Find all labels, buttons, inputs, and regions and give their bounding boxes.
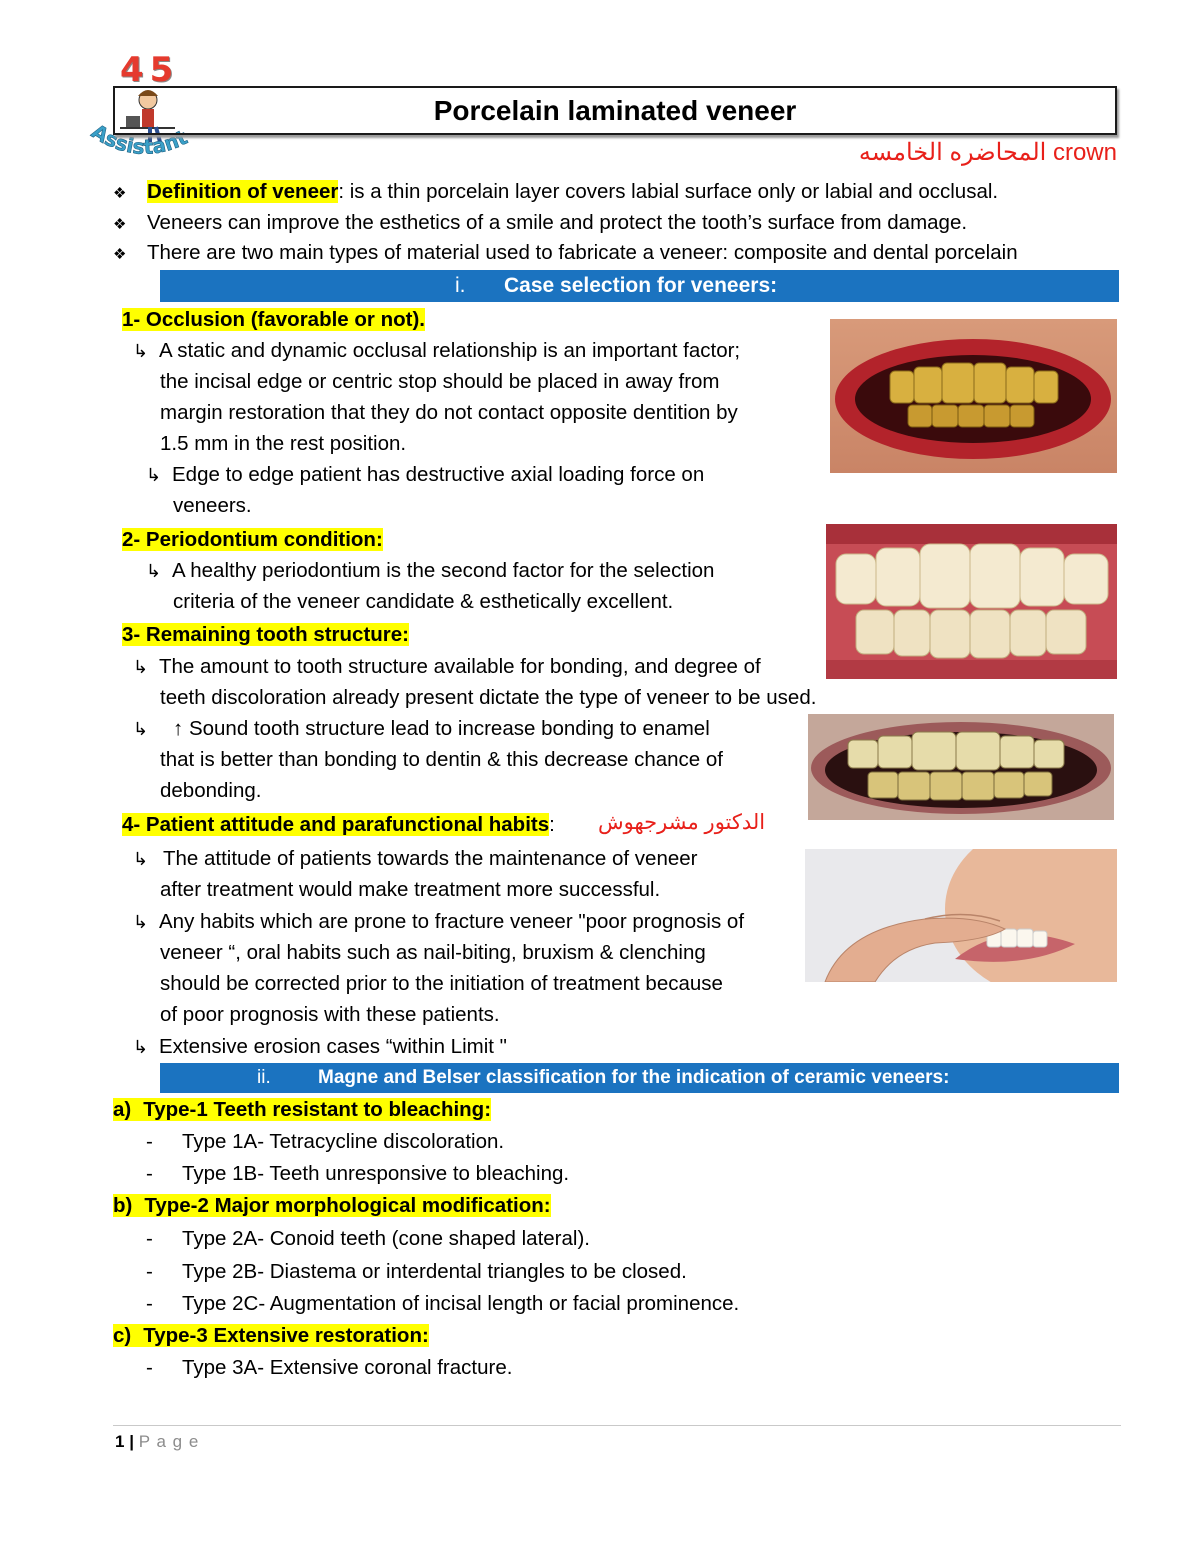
page-number: 1: [115, 1432, 125, 1451]
line-text: Extensive erosion cases “within Limit ": [159, 1035, 507, 1058]
hook-arrow-icon: ↳: [133, 849, 149, 869]
factor-line: [133, 906, 744, 938]
type-heading: [113, 1194, 551, 1217]
factor-line: margin restoration that they do not contact opposite dentition by: [160, 401, 738, 424]
bullet-materials: [113, 237, 1018, 270]
factor-line: veneer “, oral habits such as nail-biting, bruxism & clenching: [160, 941, 706, 964]
type-3-heading: [113, 1320, 429, 1351]
factor-attitude-heading: [122, 809, 555, 840]
type-item: - Type 1B- Teeth unresponsive to bleaching.: [146, 1162, 570, 1185]
type-heading-text: Type-2 Major morphological modification:: [144, 1194, 551, 1217]
factor-line: [133, 843, 697, 875]
factor-periodontium-heading: [122, 524, 383, 555]
photo-nail-biting: [805, 849, 1117, 982]
diamond-bullet-icon: ❖: [113, 185, 127, 202]
heading-colon: :: [549, 813, 555, 836]
logo-number: 45: [120, 50, 180, 90]
item-text: Type 1A- Tetracycline discoloration.: [182, 1130, 505, 1153]
doctor-note: الدكتور مشرجهوش: [598, 811, 766, 834]
factor-occlusion-heading: [122, 304, 425, 335]
line-text: The amount to tooth structure available for bonding, and degree of: [159, 655, 761, 678]
factor-line: that is better than bonding to dentin & this decrease chance of: [160, 748, 723, 771]
factor-line: 1.5 mm in the rest position.: [160, 432, 407, 455]
factor-line: of poor prognosis with these patients.: [160, 1003, 500, 1026]
factor-line: [133, 1031, 507, 1063]
lecture-subtitle: crown المحاضره الخامسه: [858, 139, 1117, 166]
factor-line: the incisal edge or centric stop should be placed in away from: [160, 370, 720, 393]
factor-line: [133, 335, 740, 367]
factor-heading: 4- Patient attitude and parafunctional habits: [122, 813, 550, 836]
factor-line: [146, 555, 714, 587]
factor-tooth-structure-heading: [122, 619, 409, 650]
line-text: A static and dynamic occlusal relationship is an important factor;: [159, 339, 741, 362]
photo-healthy-periodontium: [826, 524, 1117, 679]
type-item: - Type 2C- Augmentation of incisal length or facial prominence.: [146, 1292, 740, 1315]
bullet-text: Veneers can improve the esthetics of a smile and protect the tooth’s surface from damage.: [147, 211, 968, 234]
definition-highlight: Definition of veneer: [147, 180, 339, 203]
factor-heading: 2- Periodontium condition:: [122, 528, 383, 551]
factor-line: [133, 651, 761, 683]
diamond-bullet-icon: ❖: [113, 246, 127, 263]
section-bar-case-selection: [160, 270, 1119, 302]
item-text: Type 1B- Teeth unresponsive to bleaching.: [182, 1162, 570, 1185]
footer-divider: [113, 1425, 1121, 1426]
page-footer: [115, 1432, 199, 1452]
hook-arrow-icon: ↳: [133, 341, 149, 361]
line-text: A healthy periodontium is the second factor for the selection: [172, 559, 715, 582]
bullet-definition: [113, 176, 998, 209]
line-text: The attitude of patients towards the maintenance of veneer: [163, 847, 698, 870]
bullet-text: There are two main types of material used to fabricate a veneer: composite and dental porcelain: [147, 241, 1018, 264]
photo-yellow-teeth: [830, 319, 1117, 473]
line-text: Edge to edge patient has destructive axial loading force on: [172, 463, 705, 486]
hook-arrow-icon: ↳: [146, 561, 162, 581]
line-text: Any habits which are prone to fracture veneer "poor prognosis of: [159, 910, 745, 933]
type-heading: [113, 1324, 429, 1347]
type-heading-text: Type-3 Extensive restoration:: [143, 1324, 429, 1347]
hook-arrow-icon: ↳: [133, 657, 149, 677]
type-item: - Type 2B- Diastema or interdental triangles to be closed.: [146, 1260, 687, 1283]
section-heading: Magne and Belser classification for the indication of ceramic veneers:: [318, 1067, 950, 1088]
type-letter: c): [113, 1324, 132, 1347]
photo-discolored-teeth: [808, 714, 1114, 820]
item-text: Type 2B- Diastema or interdental triangles to be closed.: [182, 1260, 687, 1283]
factor-heading: 3- Remaining tooth structure:: [122, 623, 410, 646]
title-box: [113, 86, 1117, 135]
type-letter: a): [113, 1098, 132, 1121]
type-2-heading: [113, 1190, 551, 1221]
factor-line: should be corrected prior to the initiation of treatment because: [160, 972, 723, 995]
type-heading: [113, 1098, 491, 1121]
factor-heading: 1- Occlusion (favorable or not).: [122, 308, 425, 331]
factor-line: criteria of the veneer candidate & esthetically excellent.: [173, 590, 674, 613]
type-item: - Type 3A- Extensive coronal fracture.: [146, 1356, 513, 1379]
factor-subline: veneers.: [173, 494, 252, 517]
hook-arrow-icon: ↳: [133, 719, 149, 739]
page-title: Porcelain laminated veneer: [433, 95, 797, 126]
type-heading-text: Type-1 Teeth resistant to bleaching:: [143, 1098, 492, 1121]
factor-subline: [146, 459, 704, 491]
type-1-heading: [113, 1094, 491, 1125]
footer-separator: |: [129, 1432, 134, 1451]
logo-caption: Assistant: [87, 119, 192, 160]
factor-line: debonding.: [160, 779, 262, 802]
section-heading: Case selection for veneers:: [504, 274, 778, 297]
diamond-bullet-icon: ❖: [113, 216, 127, 233]
page-label: P a g e: [138, 1432, 200, 1451]
item-text: Type 3A- Extensive coronal fracture.: [182, 1356, 513, 1379]
section-numeral: i.: [455, 274, 466, 297]
line-text: ↑ Sound tooth structure lead to increase bonding to enamel: [173, 717, 710, 740]
hook-arrow-icon: ↳: [133, 912, 149, 932]
section-bar-classification: [160, 1063, 1119, 1093]
section-numeral: ii.: [257, 1067, 271, 1088]
bullet-esthetics: [113, 207, 967, 240]
type-letter: b): [113, 1194, 133, 1217]
item-text: Type 2C- Augmentation of incisal length or facial prominence.: [182, 1292, 740, 1315]
type-item: - Type 1A- Tetracycline discoloration.: [146, 1130, 505, 1153]
item-text: Type 2A- Conoid teeth (cone shaped lateral).: [182, 1227, 590, 1250]
definition-text: : is a thin porcelain layer covers labial surface only or labial and occlusal.: [338, 180, 999, 203]
type-item: - Type 2A- Conoid teeth (cone shaped lateral).: [146, 1227, 590, 1250]
factor-line: [133, 713, 710, 745]
factor-line: after treatment would make treatment more successful.: [160, 878, 661, 901]
hook-arrow-icon: ↳: [146, 465, 162, 485]
factor-line: teeth discoloration already present dictate the type of veneer to be used.: [160, 686, 817, 709]
hook-arrow-icon: ↳: [133, 1037, 149, 1057]
